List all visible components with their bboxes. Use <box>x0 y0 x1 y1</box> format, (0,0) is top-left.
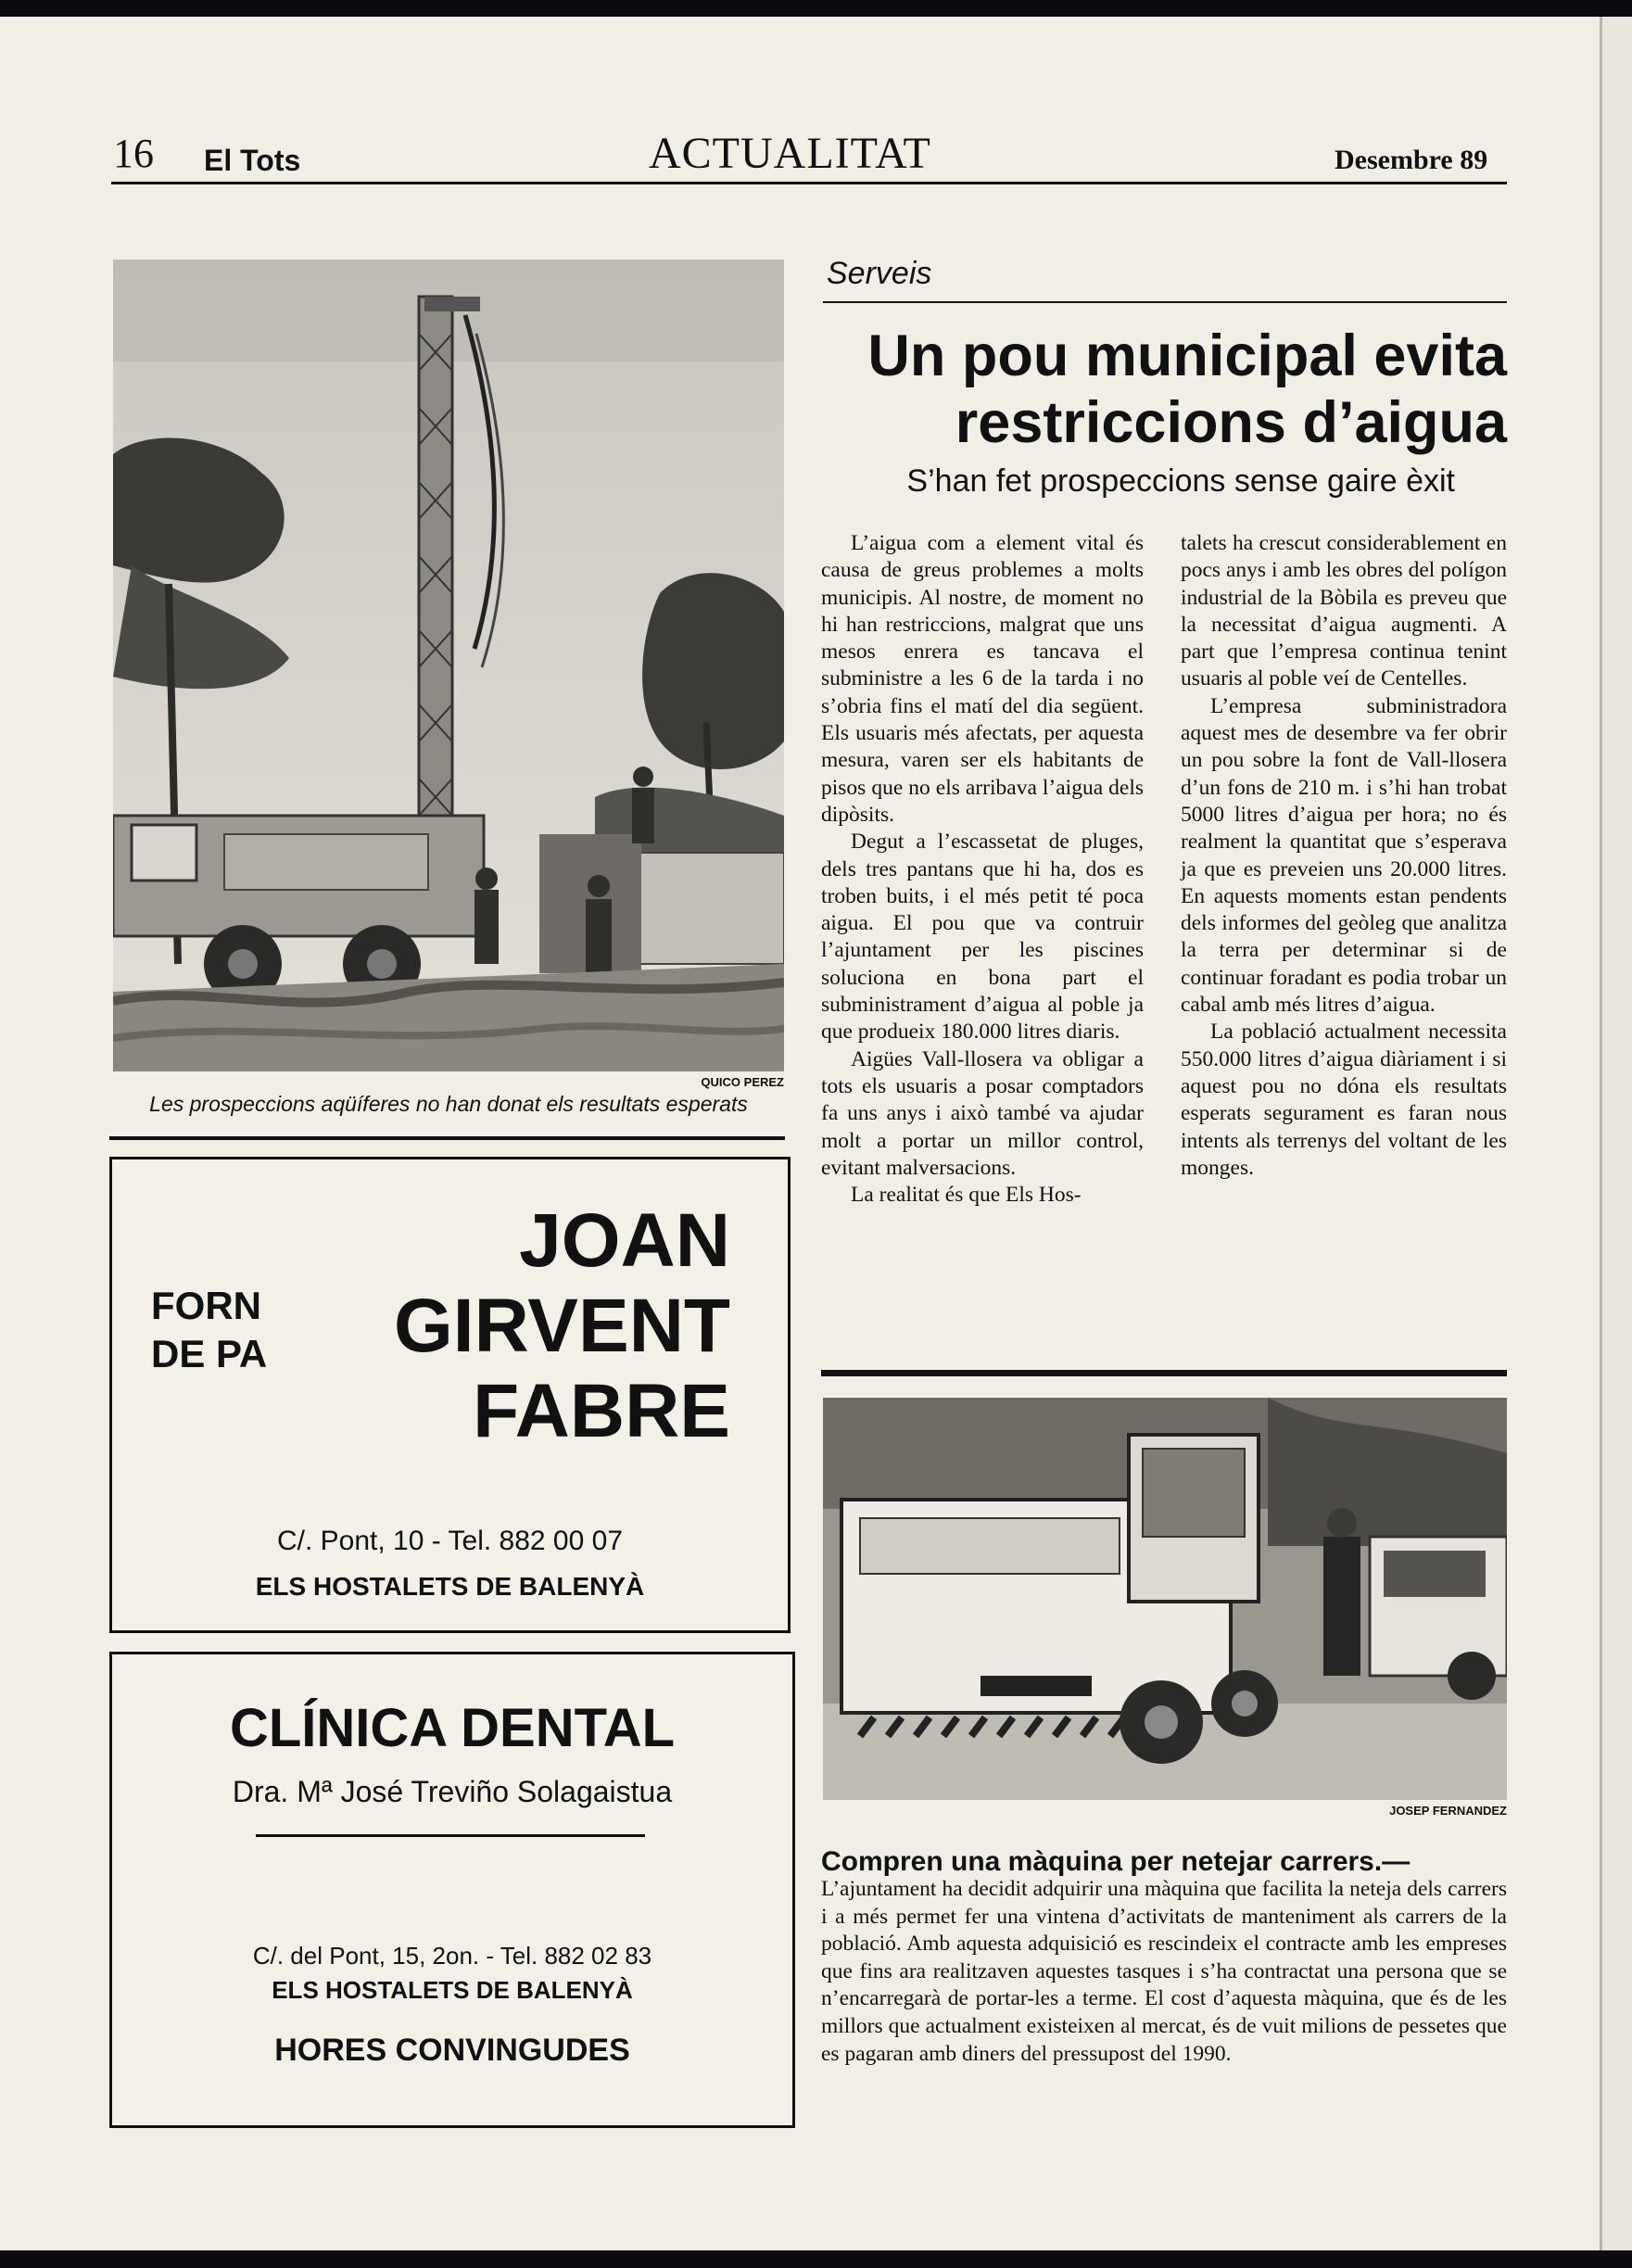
page-number: 16 <box>113 131 154 176</box>
bakery-label <box>151 1282 267 1378</box>
article-headline: Un pou municipal evita restriccions d’aigua <box>867 323 1507 455</box>
paragraph: La realitat és que Els Hos- <box>851 1183 1082 1208</box>
paragraph: L’empresa subministradora aquest mes de desembre va fer obrir un pou sobre la font de Vall-llosera d’un fons de 210 m. i s’hi han trobat 5000 litres d’aigua per hora; no és realment la quantitat que s’esperava ja que es preveien uns 20.000 litres. En aquests moments estan pendents dels informes del geòleg que analitza la terra per determinar si de continuar foradant es podia trobar un cabal amb més litres d’aigua. <box>1181 693 1507 1018</box>
article-column-1 <box>821 530 1144 1209</box>
paragraph: Aigües Vall-llosera va obligar a tots els usuaris a posar comptadors fa uns anys i això també va ajudar molt a portar un millor control, evitant malversacions. <box>821 1046 1144 1180</box>
article-kicker: Serveis <box>827 256 932 291</box>
article-column-2 <box>1181 530 1507 1182</box>
section-divider <box>821 1370 1507 1376</box>
bakery-town: ELS HOSTALETS DE BALENYÀ <box>255 1572 645 1601</box>
photo-credit: QUICO PEREZ <box>701 1075 784 1089</box>
clinic-doctor: Dra. Mª José Treviño Solagaistua <box>232 1775 673 1808</box>
caption-rule <box>109 1136 785 1140</box>
kicker-rule <box>823 301 1507 303</box>
owner-name-line: FABRE <box>473 1369 730 1453</box>
brief-body: L’ajuntament ha decidit adquirir una màquina que facilita la neteja dels carrers i a més permet fer una vintena d’activitats de manteniment als carrers de la població. Amb aquesta adquisició es rescindeix el contracte amb les empreses que fins ara realitzaven aquestes tasques i s’ha contractat una persona que se n’encarregarà de portar-les a terme. El cost d’aquesta màquina, que és de les millors que actualment existeixen al mercat, és de vuit milions de pessetes que es pagaran amb diners del pressupost del 1990. <box>821 1877 1507 2066</box>
drilling-rig-photo <box>113 260 784 1071</box>
paragraph: talets ha crescut considerablement en pocs anys i amb les obres del polígon industrial de la Bòbila es preveu que la necessitat d’aigua augmenti. A part que l’empresa continua tenint usuaris al poble veí de Centelles. <box>1181 531 1507 691</box>
paragraph: L’aigua com a element vital és causa de greus problemes a molts municipis. Al nostre, de moment no hi han restriccions, malgrat que uns mesos enrera es tancava el subministre a les 6 de la tarda i no s’obria fins el matí del dia següent. Els usuaris més afectats, per aquesta mesura, varen ser els habitants de pisos que no els arribava l’aigua dels dipòsits. <box>821 531 1144 827</box>
bakery-label-line: FORN <box>151 1284 261 1327</box>
street-cleaner-photo <box>823 1398 1507 1800</box>
clinic-hours: HORES CONVINGUDES <box>274 2033 630 2068</box>
brief-title: Compren una màquina per netejar carrers.— <box>821 1846 1411 1877</box>
publication-name: El Tots <box>204 144 301 177</box>
clinic-address: C/. del Pont, 15, 2on. - Tel. 882 02 83 <box>252 1942 652 1970</box>
clinic-title: CLÍNICA DENTAL <box>229 1698 676 1758</box>
owner-name-line: JOAN <box>519 1198 730 1283</box>
bakery-label-line: DE PA <box>151 1332 268 1375</box>
header-rule <box>111 182 1507 184</box>
paragraph: La població actualment necessita 550.000 litres d’aigua diàriament i si aquest pou no dóna els resultats esperats segurament es faran nous intents als terrenys del voltant de les monges. <box>1181 1020 1507 1180</box>
issue-date: Desembre 89 <box>1335 145 1488 175</box>
bakery-advertisement <box>109 1157 791 1633</box>
section-title: ACTUALITAT <box>649 129 931 178</box>
photo-caption: Les prospeccions aqüíferes no han donat els resultats esperats <box>149 1092 748 1116</box>
article-subhead: S’han fet prospeccions sense gaire èxit <box>906 463 1455 499</box>
photo-credit: JOSEP FERNANDEZ <box>1389 1804 1507 1818</box>
owner-name-line: GIRVENT <box>394 1284 730 1368</box>
paragraph: Degut a l’escassetat de pluges, dels tres pantans que hi ha, dos es troben buits, i el més petit té poca aigua. El pou que va contruir l’ajuntament per les piscines soluciona en bona part el subministrament d’aigua al poble ja que produeix 180.000 litres diaris. <box>821 830 1144 1045</box>
clinic-town: ELS HOSTALETS DE BALENYÀ <box>272 1976 633 2004</box>
clinic-divider <box>256 1834 645 1837</box>
bakery-owner-name <box>394 1198 730 1454</box>
page-edge <box>1600 17 1632 2250</box>
bakery-address: C/. Pont, 10 - Tel. 882 00 07 <box>276 1526 624 1556</box>
dental-clinic-advertisement <box>109 1652 795 2128</box>
